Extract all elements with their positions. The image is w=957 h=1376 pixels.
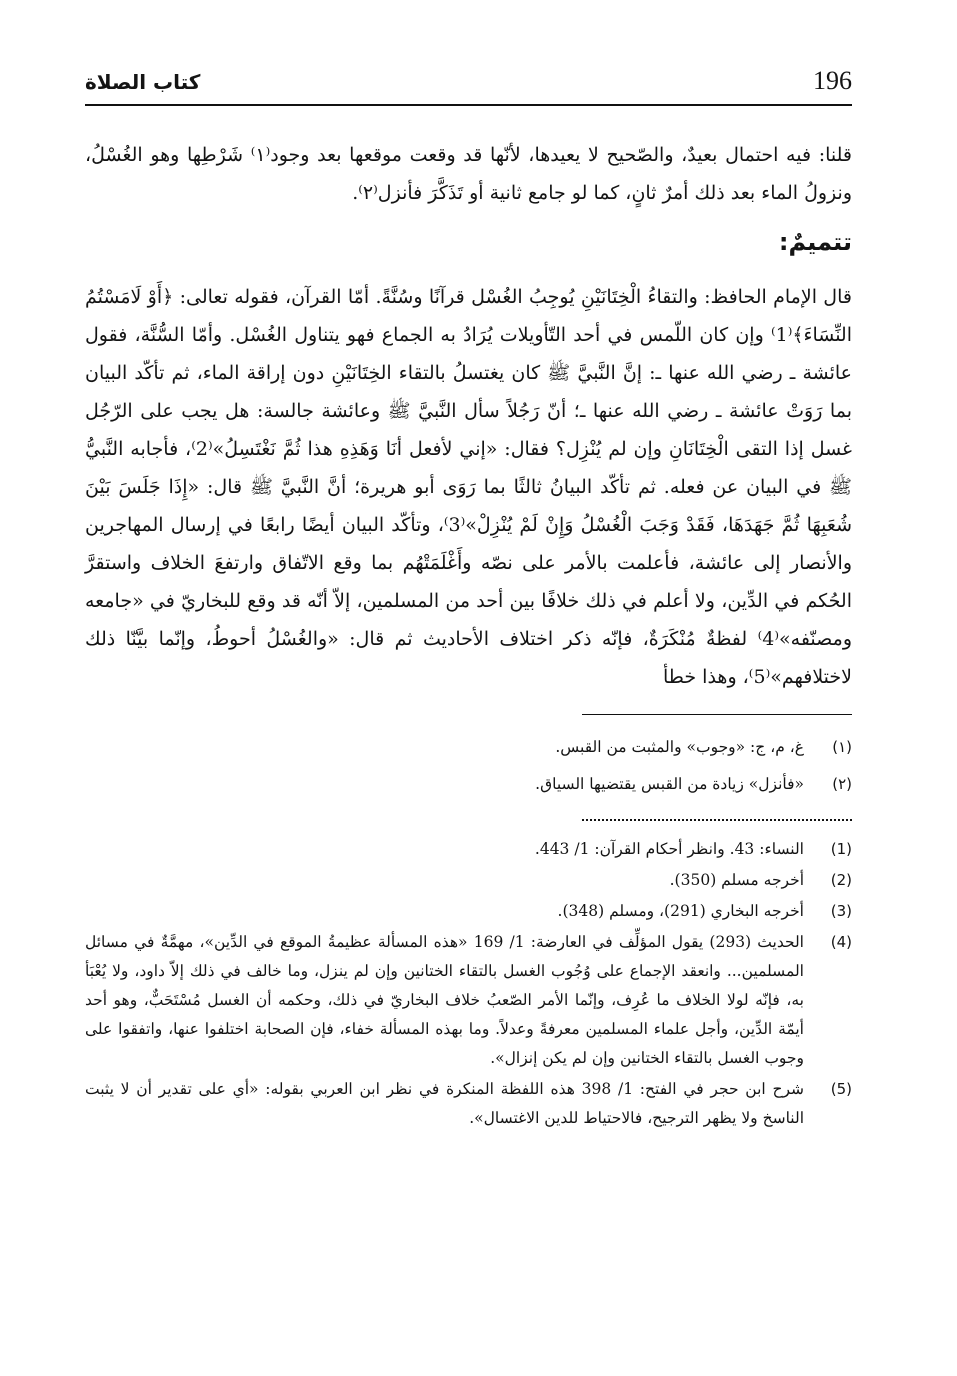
footnote-text: غ، م، ج: «وجوب» والمثبت من القبس.	[555, 738, 804, 756]
footnote-number: (4)	[830, 933, 852, 951]
footnote-text: «فأنزل» زيادة من القبس يقتضيها السياق.	[535, 775, 804, 793]
footnote-number: (2)	[830, 871, 852, 889]
body-paragraph-1: قلنا: فيه احتمال بعيدٌ، والصّحيح لا يعيدها، لأنّها قد وقعت موقعها بعد وجود⁽١⁾ شَرْطِها وهو الغُسْلُ، ونزولُ الماء بعد ذلك أمرٌ ثانٍ، كما لو جامع ثانية أو تَذَكَّرَ فأنزل⁽٢⁾.	[85, 144, 852, 204]
editor-footnote	[85, 770, 852, 799]
footnote-number: (5)	[830, 1080, 852, 1098]
footnote-text: النساء: 43. وانظر أحكام القرآن: 1/ 443.	[534, 840, 804, 858]
section-heading: تتميمٌ:	[778, 228, 852, 256]
footnote-text: شرح ابن حجر في الفتح: 1/ 398 هذه اللفظة المنكرة في نظر ابن العربي بقوله: «أي على تقدير أن لا يثبت الناسخ ولا يظهر الترجيح، فالاحتياط للدين الاغتسال».	[85, 1080, 804, 1127]
editor-footnote	[85, 733, 852, 762]
footnote-dotted-divider	[582, 819, 852, 821]
footnote-divider	[582, 714, 852, 715]
footnote-number: (١)	[832, 738, 852, 756]
source-footnote	[85, 897, 852, 926]
source-footnote	[85, 928, 852, 1073]
footnote-text: أخرجه البخاري (291)، ومسلم (348).	[557, 902, 804, 920]
source-footnotes	[85, 835, 852, 1133]
footnote-number: (٢)	[832, 775, 852, 793]
source-footnote	[85, 866, 852, 895]
book-page	[85, 60, 852, 1360]
footnote-number: (3)	[830, 902, 852, 920]
footnote-text: أخرجه مسلم (350).	[669, 871, 804, 889]
editor-footnotes	[85, 733, 852, 799]
footnote-number: (1)	[830, 840, 852, 858]
body-paragraph-2: قال الإمام الحافظ: والتقاءُ الْخِتَانَيْنِ يُوجِبُ الغُسْل قرآنًا وسُنَّةً. أمّا القرآن، فقوله تعالى: ﴿أَوْ لَامَسْتُمُ النِّسَاءَ﴾⁽1⁾ وإن كان اللّمس في أحد التّأويلات يُرَادُ به الجماع فهو يتناول الغُسْل. وأمّا السُّنَّة، فقول عائشة ـ رضي الله عنها ـ: إنَّ النَّبيَّ ﷺ كان يغتسلُ بالتقاء الخِتَانَيْنِ دون إراقة الماء، ثم تأكّد البيان بما رَوَتْ عائشة ـ رضي الله عنها ـ؛ أنّ رَجُلاً سأل النَّبيَّ ﷺ وعائشة جالسة: هل يجب على الرّجُل غسل إذا التقى الْخِتَانَانِ وإن لم يُنْزِل؟ فقال: «إني لأفعل أنَا وَهَذِهِ هذا ثُمَّ نَغْتَسِلُ»⁽2⁾، فأجابه النَّبيُّ ﷺ في البيان عن فعله. ثم تأكّد البيانُ ثالثًا بما رَوَى أبو هريرة؛ أنَّ النَّبيَّ ﷺ قال: «إِذَا جَلَسَ بَيْنَ شُعَبِهَا ثُمَّ جَهَدَهَا، فَقَدْ وَجَبَ الْغُسْلُ وَإِنْ لَمْ يُنْزِلْ»⁽3⁾، وتأكّد البيان أيضًا رابعًا في إرسال المهاجرين والأنصار إلى عائشة، فأعلمت بالأمر على نصّه وأَغْلَمَتْهُم بما وقع الاتّفاق وارتفعَ الخلاف واستقرَّ الحُكم في الدِّين، ولا أعلم في ذلك خلافًا بين أحد من المسلمين، إلاّ أنّه قد وقع للبخاريّ في «جامعه ومصنّفه»⁽4⁾ لفظةٌ مُنْكَرَةٌ، فإنّه ذكر اختلاف الأحاديث ثم قال: «والغُسْلُ أحوطُ، وإنّما بيَّنّا ذلك لاختلافهم»⁽5⁾، وهذا خطأ	[85, 286, 852, 688]
page-number: 196	[813, 66, 852, 95]
running-head	[85, 60, 852, 106]
footnote-text: الحديث (293) يقول المؤلِّف في العارضة: 1/ 169 «هذه المسألة عظيمةُ الموقع في الدِّين»، مهمَّةٌ في مسائل المسلمين... وانعقد الإجماع على وُجُوب الغسل بالتقاء الختانين وإن لم ينزل، وما خالف في ذلك إلاّ داود، ولا يُعْبَأ به، فإنّه لولا الخلاف ما عُرِف، وإنّما الأمر الصّعبُ خلاف البخاريّ في ذلك، وحكمه أن الغسل مُسْتَحَبٌّ، وهو أحد أيمّة الدِّين، وأجل علماء المسلمين معرفةً وعدلاً. وما بهذه المسألة خفاء، فإن الصحابة اختلفوا عنها، واتفقوا على وجوب الغسل بالتقاء الختانين وإن لم يكن إنزال».	[85, 933, 804, 1067]
source-footnote	[85, 1075, 852, 1133]
book-title: كتاب الصلاة	[85, 70, 201, 94]
source-footnote	[85, 835, 852, 864]
